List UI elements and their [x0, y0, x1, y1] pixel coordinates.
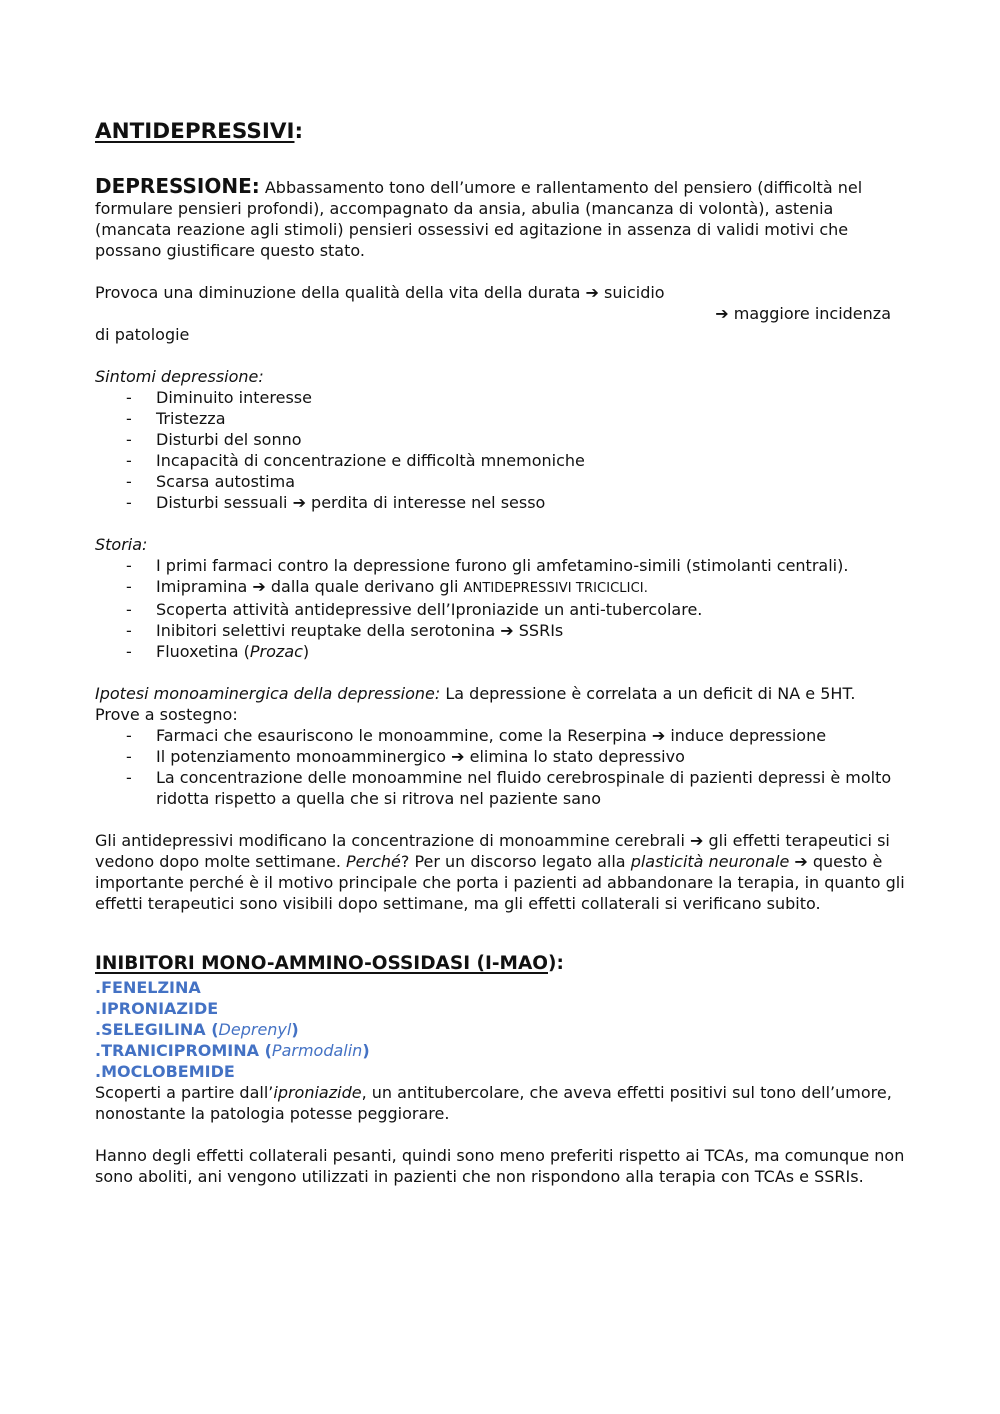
list-item: - I primi farmaci contro la depressione furono gli amfetamino-simili (stimolanti centrali). [156, 555, 905, 576]
imao-drug-list [95, 977, 905, 1082]
sintomi-heading: Sintomi depressione: [95, 367, 264, 386]
provoca-line-2 [95, 303, 905, 324]
list-item-text: Il potenziamento monoamminergico [156, 747, 452, 766]
list-item [156, 492, 905, 513]
spacer [95, 513, 905, 534]
drug-item: .FENELZINA [95, 978, 201, 997]
spacer [95, 261, 905, 282]
list-item-text: elimina lo stato depressivo [464, 747, 685, 766]
prove-list [95, 725, 905, 809]
arrow-right-icon: ➔ [651, 726, 666, 745]
list-item-italic: Prozac [249, 642, 303, 661]
list-item [156, 576, 905, 599]
storia-list [95, 555, 905, 662]
list-item-text: perdita di interesse nel sesso [305, 493, 546, 512]
list-item [156, 641, 905, 662]
drug-item [95, 1040, 905, 1061]
paragraph-text: ? Per un discorso legato alla [400, 852, 631, 871]
antidepressivi-paragraph [95, 830, 905, 914]
imao-title-text: INIBITORI MONO-AMMINO-OSSIDASI (I-MAO [95, 953, 548, 974]
list-item-text: Farmaci che esauriscono le monoammine, come la Reserpina [156, 726, 652, 745]
drug-brand: Parmodalin [271, 1041, 363, 1060]
spacer [95, 809, 905, 830]
list-item: - Scoperta attività antidepressive dell’Iproniazide un anti-tubercolare. [156, 599, 905, 620]
page-title [95, 117, 905, 147]
list-item-text: dalla quale derivano gli [265, 577, 464, 596]
paragraph-text: , un antitubercolare, che aveva effetti positivi sul tono dell’umore, nonostante la patologia potesse peggiorare. [95, 1083, 892, 1123]
depressione-paragraph [95, 176, 905, 261]
prove-label: Prove a sostegno: [95, 705, 238, 724]
paragraph-text: questo è importante perché è il motivo principale che porta i pazienti ad abbandonare la terapia, in quanto gli effetti terapeutici sono visibili dopo settimane, ma gli effetti collaterali si verificano subito. [95, 852, 905, 913]
list-item-smallcaps: ANTIDEPRESSIVI TRICICLICI. [463, 581, 648, 596]
arrow-right-icon: ➔ [715, 304, 729, 323]
ipotesi-heading: Ipotesi monoaminergica della depressione: [95, 684, 441, 703]
arrow-right-icon: ➔ [292, 493, 306, 512]
ipotesi-paragraph [95, 683, 905, 704]
spacer [95, 1124, 905, 1145]
list-item-text: Disturbi sessuali [156, 493, 293, 512]
arrow-right-icon: ➔ [451, 747, 465, 766]
list-item-text: Inibitori selettivi reuptake della serotonina [156, 621, 501, 640]
paragraph-text: gli effetti terapeutici si vedono dopo molte settimane. [95, 831, 890, 871]
paragraph-italic: iproniazide [273, 1083, 362, 1102]
imao-title-end: ): [548, 953, 564, 974]
drug-item: .MOCLOBEMIDE [95, 1062, 235, 1081]
page-title-text: ANTIDEPRESSIVI [95, 119, 295, 144]
arrow-right-icon: ➔ [689, 831, 704, 850]
sintomi-list [95, 387, 905, 513]
drug-name: .SELEGILINA ( [95, 1020, 219, 1039]
provoca-line-1 [95, 282, 905, 303]
ipotesi-text: La depressione è correlata a un deficit di NA e 5HT. [440, 684, 856, 703]
arrow-right-icon: ➔ [500, 621, 514, 640]
document-body [95, 117, 905, 1187]
provoca-text: Provoca una diminuzione della qualità della vita della durata [95, 283, 586, 302]
drug-item: .IPRONIAZIDE [95, 999, 219, 1018]
arrow-right-icon: ➔ [252, 577, 266, 596]
list-item-text: Imipramina [156, 577, 253, 596]
drug-brand: Deprenyl [218, 1020, 292, 1039]
provoca-incidenza: maggiore incidenza [728, 304, 891, 323]
list-item: - Tristezza [156, 408, 905, 429]
page-title-colon: : [294, 119, 304, 144]
drug-name: .TRANICIPROMINA ( [95, 1041, 272, 1060]
drug-paren: ) [362, 1041, 370, 1060]
imao-paragraph-2: Hanno degli effetti collaterali pesanti, quindi sono meno preferiti rispetto ai TCAs, ma comunque non sono aboliti, ani vengono utilizzati in pazienti che non rispondono alla terapia con TCAs e SSRIs. [95, 1146, 905, 1186]
arrow-right-icon: ➔ [794, 852, 808, 871]
list-item [156, 746, 905, 767]
paragraph-italic: Perché [346, 852, 401, 871]
spacer [95, 914, 905, 951]
list-item: - Incapacità di concentrazione e difficoltà mnemoniche [156, 450, 905, 471]
paragraph-text: Scoperti a partire dall’ [95, 1083, 274, 1102]
imao-title [95, 951, 905, 977]
storia-heading: Storia: [95, 535, 148, 554]
provoca-line-3: di patologie [95, 325, 190, 344]
spacer [95, 345, 905, 366]
list-item: - Scarsa autostima [156, 471, 905, 492]
list-item [156, 725, 905, 746]
provoca-suicidio: suicidio [598, 283, 665, 302]
drug-item [95, 1019, 905, 1040]
list-item-text: induce depressione [665, 726, 827, 745]
list-item-text: ) [302, 642, 310, 661]
list-item [156, 620, 905, 641]
arrow-right-icon: ➔ [585, 283, 599, 302]
list-item-text: Fluoxetina ( [156, 642, 250, 661]
list-item: - Disturbi del sonno [156, 429, 905, 450]
list-item-text: SSRIs [513, 621, 564, 640]
depressione-label: DEPRESSIONE: [95, 174, 260, 198]
drug-paren: ) [291, 1020, 299, 1039]
paragraph-text: Gli antidepressivi modificano la concentrazione di monoammine cerebrali [95, 831, 690, 850]
imao-paragraph-1 [95, 1082, 905, 1124]
paragraph-italic: plasticità neuronale [630, 852, 790, 871]
list-item: - La concentrazione delle monoammine nel fluido cerebrospinale di pazienti depressi è molto ridotta rispetto a quella che si ritrova nel paziente sano [156, 767, 905, 809]
spacer [95, 662, 905, 683]
depressione-text: Abbassamento tono dell’umore e rallentamento del pensiero (difficoltà nel formulare pensieri profondi), accompagnato da ansia, abulia (mancanza di volontà), astenia (mancata reazione agli stimoli) pensieri ossessivi ed agitazione in assenza di validi motivi che possano giustificare questo stato. [95, 178, 863, 260]
spacer [95, 147, 905, 176]
list-item: - Diminuito interesse [156, 387, 905, 408]
